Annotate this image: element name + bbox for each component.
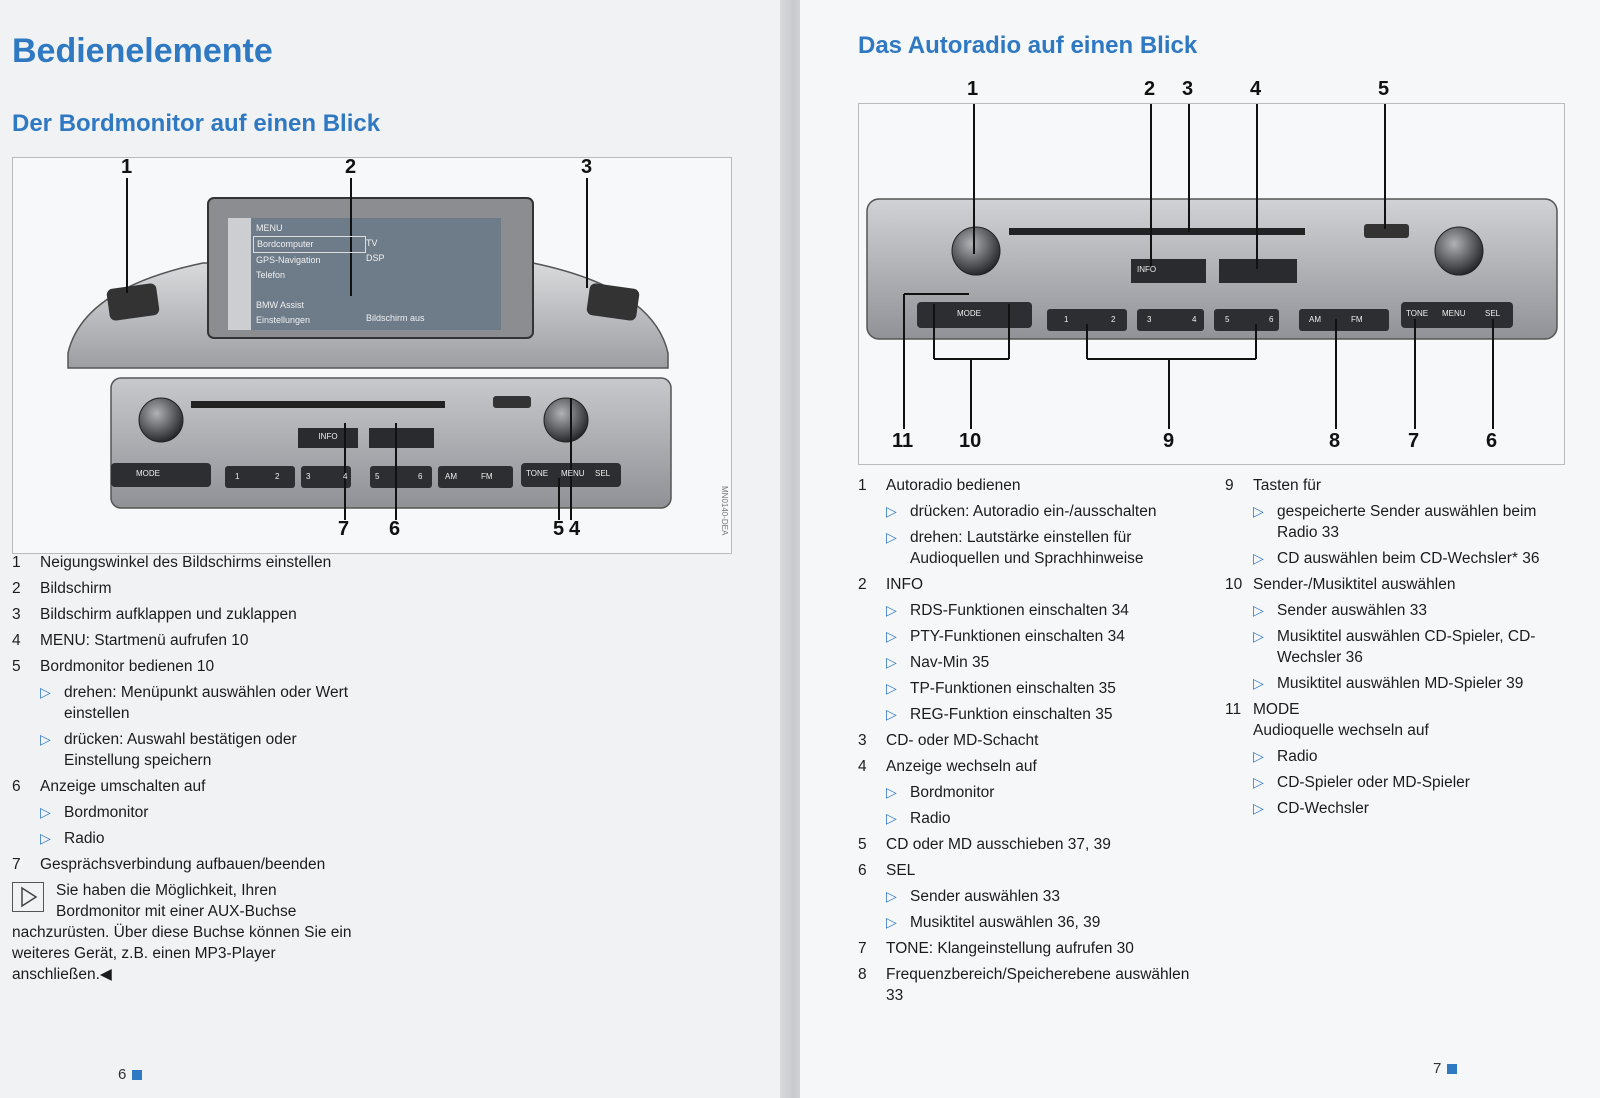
sub-item (858, 600, 1203, 621)
triangle-icon: ▷ (1253, 503, 1264, 519)
legend-left (12, 552, 362, 985)
triangle-icon: ▷ (1253, 550, 1264, 566)
am-button[interactable]: AM (445, 472, 457, 481)
page-number: 6 (118, 1066, 127, 1083)
list-item (858, 475, 1203, 496)
sub-text: RDS-Funktionen einschalten 34 (910, 602, 1129, 619)
callout-11: 11 (892, 430, 914, 452)
autoradio-figure (858, 78, 1565, 465)
figure-id: MN0140-DEA (720, 486, 729, 536)
callout-5: 5 (553, 518, 565, 540)
item-text: Bildschirm (40, 580, 112, 597)
sub-item (858, 912, 1203, 933)
item-text: Frequenzbereich/Speicherebene auswählen 33 (886, 966, 1190, 1004)
item-number: 3 (12, 606, 21, 623)
item-number: 7 (12, 856, 21, 873)
screen-item-bordcomputer[interactable]: Bordcomputer (253, 236, 366, 253)
item-text: Neigungswinkel des Bildschirms einstellen (40, 554, 332, 571)
callout-7: 7 (338, 518, 350, 540)
item-number: 1 (12, 554, 21, 571)
triangle-icon: ▷ (1253, 602, 1264, 618)
item-text: Gesprächsverbindung aufbauen/beenden (40, 856, 326, 873)
triangle-icon: ▷ (1253, 675, 1264, 691)
callout-4: 4 (1250, 78, 1262, 100)
sub-item (12, 729, 362, 771)
screen-col2 (366, 236, 425, 328)
note-block (12, 880, 362, 985)
page-number: 7 (1433, 1060, 1442, 1077)
screen-col1 (256, 236, 366, 328)
autoradio-illustration (859, 104, 1564, 464)
item-text: Tasten für (1253, 477, 1322, 494)
item-number: 10 (1225, 576, 1243, 593)
mode-button[interactable]: MODE (957, 309, 981, 318)
sub-item (858, 678, 1203, 699)
sub-item (858, 704, 1203, 725)
page-marker (132, 1070, 142, 1080)
triangle-icon: ▷ (1253, 774, 1264, 790)
triangle-icon: ▷ (886, 914, 897, 930)
sub-item (1225, 600, 1555, 621)
item-number: 5 (12, 658, 21, 675)
tone-button[interactable]: TONE (1406, 309, 1429, 318)
item-text: SEL (886, 862, 916, 879)
list-item (12, 656, 362, 677)
callout-9: 9 (1163, 430, 1175, 452)
callout-1: 1 (121, 156, 133, 178)
triangle-icon: ▷ (886, 529, 897, 545)
sub-item (1225, 772, 1555, 793)
page-number-left (118, 1066, 142, 1083)
sub-text: Radio (1277, 748, 1318, 765)
triangle-icon: ▷ (886, 628, 897, 644)
sub-item (858, 782, 1203, 803)
triangle-icon: ▷ (1253, 800, 1264, 816)
item-text: Audioquelle wechseln auf (1253, 722, 1429, 739)
callout-6: 6 (389, 518, 401, 540)
list-item (1225, 475, 1555, 496)
sub-text: Nav-Min 35 (910, 654, 990, 671)
triangle-icon: ▷ (886, 680, 897, 696)
info-button[interactable]: INFO (1137, 265, 1157, 274)
screen-item[interactable]: DSP (366, 253, 385, 263)
callout-7: 7 (1408, 430, 1420, 452)
sel-button[interactable]: SEL (595, 469, 611, 478)
item-text: MODE (1253, 701, 1300, 718)
item-number: 6 (12, 778, 21, 795)
list-item (858, 964, 1203, 1006)
preset-3[interactable]: 3 (1147, 315, 1152, 324)
sub-item (12, 828, 362, 849)
item-number: 3 (858, 732, 867, 749)
item-number: 11 (1225, 701, 1242, 718)
page-marker (1447, 1064, 1457, 1074)
triangle-icon: ▷ (1253, 628, 1264, 644)
preset-6[interactable]: 6 (1269, 315, 1274, 324)
menu-button[interactable]: MENU (1442, 309, 1466, 318)
bordmonitor-illustration (13, 158, 731, 553)
preset-4[interactable]: 4 (1192, 315, 1197, 324)
list-item (1225, 574, 1555, 595)
preset-1[interactable]: 1 (235, 472, 240, 481)
mode-button[interactable]: MODE (136, 469, 160, 478)
sub-text: PTY-Funktionen einschalten 34 (910, 628, 1125, 645)
list-item (858, 834, 1203, 855)
item-text: CD- oder MD-Schacht (886, 732, 1039, 749)
preset-2[interactable]: 2 (1111, 315, 1116, 324)
sub-text: gespeicherte Sender auswählen beim Radio 33 (1277, 503, 1537, 541)
sub-text: Musiktitel auswählen MD-Spieler 39 (1277, 675, 1524, 692)
item-text: MENU: Startmenü aufrufen 10 (40, 632, 249, 649)
sub-item (858, 626, 1203, 647)
sub-text: Sender auswählen 33 (910, 888, 1060, 905)
preset-6[interactable]: 6 (418, 472, 423, 481)
sub-text: drücken: Autoradio ein-/ausschalten (910, 503, 1157, 520)
item-number: 6 (858, 862, 867, 879)
list-item (858, 938, 1203, 959)
screen-item[interactable]: Einstellungen (256, 315, 311, 325)
sub-text: CD-Spieler oder MD-Spieler (1277, 774, 1470, 791)
sub-item (858, 501, 1203, 522)
preset-1[interactable]: 1 (1064, 315, 1069, 324)
callout-8: 8 (1329, 430, 1341, 452)
list-item (858, 860, 1203, 881)
item-number: 2 (858, 576, 867, 593)
fm-button[interactable]: FM (1351, 315, 1363, 324)
list-item (858, 730, 1203, 751)
callout-10: 10 (959, 430, 982, 452)
item-text: INFO (886, 576, 924, 593)
sub-text: Musiktitel auswählen 36, 39 (910, 914, 1101, 931)
list-item (858, 756, 1203, 777)
item-text: Bordmonitor bedienen 10 (40, 658, 215, 675)
screen-heading: MENU (256, 223, 283, 233)
screen-menu (256, 221, 496, 328)
fm-button[interactable]: FM (481, 472, 493, 481)
preset-2[interactable]: 2 (275, 472, 280, 481)
list-item (12, 578, 362, 599)
sub-text: drehen: Menüpunkt auswählen oder Wert einstellen (64, 684, 349, 722)
item-text: Anzeige wechseln auf (886, 758, 1037, 775)
item-text: TONE: Klangeinstellung aufrufen 30 (886, 940, 1134, 957)
list-item (12, 854, 362, 875)
item-text: Anzeige umschalten auf (40, 778, 206, 795)
sub-text: Radio (64, 830, 105, 847)
triangle-icon: ▷ (40, 830, 51, 846)
item-text: Autoradio bedienen (886, 477, 1021, 494)
legend-right-col1 (858, 475, 1203, 1011)
triangle-icon: ▷ (40, 731, 51, 747)
item-text: Sender-/Musiktitel auswählen (1253, 576, 1456, 593)
callout-2: 2 (345, 156, 357, 178)
info-button[interactable]: INFO (318, 432, 338, 441)
item-number: 4 (858, 758, 867, 775)
sub-item (858, 652, 1203, 673)
sub-text: CD-Wechsler (1277, 800, 1369, 817)
sub-item (12, 802, 362, 823)
sub-item (1225, 501, 1555, 543)
screen-item[interactable]: Telefon (256, 270, 286, 280)
list-item (12, 604, 362, 625)
preset-3[interactable]: 3 (306, 472, 311, 481)
screen-item[interactable]: Bildschirm aus (366, 313, 425, 323)
triangle-icon: ▷ (886, 654, 897, 670)
callout-4: 4 (569, 518, 581, 540)
callout-5: 5 (1378, 78, 1390, 100)
screen-item[interactable]: BMW Assist (256, 300, 305, 310)
callout-3: 3 (581, 156, 593, 178)
page-title: Das Autoradio auf einen Blick (858, 32, 1198, 59)
note-icon (12, 882, 44, 912)
triangle-icon: ▷ (886, 784, 897, 800)
triangle-icon: ▷ (40, 804, 51, 820)
preset-5[interactable]: 5 (1225, 315, 1230, 324)
section-title: Der Bordmonitor auf einen Blick (12, 110, 381, 137)
sub-text: TP-Funktionen einschalten 35 (910, 680, 1116, 697)
sub-item (1225, 798, 1555, 819)
tone-button[interactable]: TONE (526, 469, 549, 478)
am-button[interactable]: AM (1309, 315, 1321, 324)
sub-item (1225, 626, 1555, 668)
list-item (12, 776, 362, 797)
item-text: CD oder MD ausschieben 37, 39 (886, 836, 1111, 853)
item-number: 8 (858, 966, 867, 983)
item-number: 1 (858, 477, 867, 494)
triangle-icon: ▷ (886, 602, 897, 618)
sub-text: Bordmonitor (910, 784, 995, 801)
item-number: 4 (12, 632, 21, 649)
triangle-icon: ▷ (1253, 748, 1264, 764)
page-title: Bedienelemente (12, 32, 273, 70)
sub-item (1225, 673, 1555, 694)
sub-text: drehen: Lautstärke einstellen für Audioquellen und Sprachhinweise (910, 529, 1144, 567)
triangle-icon: ▷ (886, 888, 897, 904)
item-number: 2 (12, 580, 21, 597)
triangle-icon: ▷ (40, 684, 51, 700)
legend-right-col2 (1225, 475, 1555, 824)
list-item (12, 552, 362, 573)
screen-item[interactable]: GPS-Navigation (256, 255, 321, 265)
sub-text: REG-Funktion einschalten 35 (910, 706, 1113, 723)
list-item (858, 574, 1203, 595)
triangle-icon: ▷ (886, 706, 897, 722)
sub-text: drücken: Auswahl bestätigen oder Einstellung speichern (64, 731, 297, 769)
sub-item (858, 527, 1203, 569)
note-text: Sie haben die Möglichkeit, Ihren Bordmonitor mit einer AUX-Buchse nachzurüsten. Über diese Buchse können Sie ein weiteres Gerät, z.B. einen MP3-Player anschließen.◀ (12, 882, 352, 983)
bordmonitor-figure (12, 157, 732, 554)
page-number-right (1433, 1060, 1457, 1077)
callout-1: 1 (967, 78, 979, 100)
sub-item (858, 808, 1203, 829)
triangle-icon: ▷ (886, 503, 897, 519)
sub-item (858, 886, 1203, 907)
callout-3: 3 (1182, 78, 1194, 100)
callout-6: 6 (1486, 430, 1498, 452)
sub-item (1225, 746, 1555, 767)
sub-item (1225, 548, 1555, 569)
sub-text: Bordmonitor (64, 804, 149, 821)
sel-button[interactable]: SEL (1485, 309, 1501, 318)
menu-button[interactable]: MENU (561, 469, 585, 478)
item-number: 5 (858, 836, 867, 853)
triangle-icon: ▷ (886, 810, 897, 826)
sub-text: CD auswählen beim CD-Wechsler* 36 (1277, 550, 1540, 567)
screen-item[interactable]: TV (366, 238, 378, 248)
sub-item (12, 682, 362, 724)
preset-5[interactable]: 5 (375, 472, 380, 481)
sub-text: Musiktitel auswählen CD-Spieler, CD-Wechsler 36 (1277, 628, 1536, 666)
sub-text: Sender auswählen 33 (1277, 602, 1427, 619)
list-item (12, 630, 362, 651)
right-page (800, 0, 1600, 1098)
preset-4[interactable]: 4 (343, 472, 348, 481)
list-item (1225, 699, 1555, 741)
item-number: 9 (1225, 477, 1234, 494)
left-page (0, 0, 790, 1098)
sub-text: Radio (910, 810, 951, 827)
callout-2: 2 (1144, 78, 1156, 100)
item-number: 7 (858, 940, 867, 957)
item-text: Bildschirm aufklappen und zuklappen (40, 606, 297, 623)
